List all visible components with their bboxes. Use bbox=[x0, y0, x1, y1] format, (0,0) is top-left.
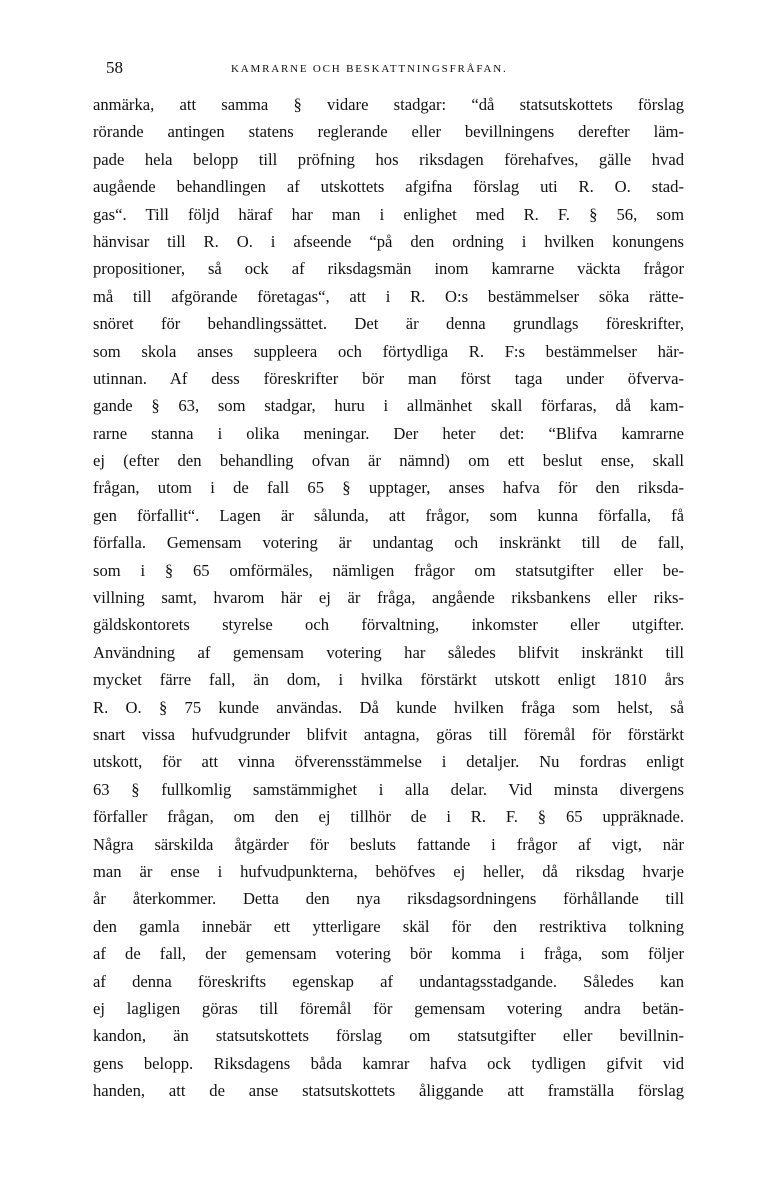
text-line: kandon, än statsutskottets förslag om statsutgifter eller bevillnin- bbox=[93, 1026, 684, 1046]
text-line: handen, att de anse statsutskottets åliggande att framställa förslag bbox=[93, 1081, 684, 1101]
text-line: gas“. Till följd häraf har man i enlighet med R. F. § 56, som bbox=[93, 204, 684, 224]
text-line: propositioner, så ock af riksdagsmän inom kamrarne väckta frågor bbox=[93, 259, 684, 279]
text-line: Användning af gemensam votering har således blifvit inskränkt till bbox=[93, 642, 684, 662]
body-text bbox=[93, 91, 684, 1104]
text-line: villning samt, hvarom här ej är fråga, angående riksbankens eller riks- bbox=[93, 588, 684, 608]
text-line: rarne stanna i olika meningar. Der heter det: “Blifva kamrarne bbox=[93, 423, 684, 443]
text-line: 63 § fullkomlig samstämmighet i alla delar. Vid minsta divergens bbox=[93, 779, 684, 799]
text-line: gens belopp. Riksdagens båda kamrar hafva ock tydligen gifvit vid bbox=[93, 1053, 684, 1073]
text-line: som skola anses suppleera och förtydliga R. F:s bestämmelser här- bbox=[93, 341, 684, 361]
running-title: KAMRARNE OCH BESKATTNINGSFRÅFAN. bbox=[231, 63, 508, 75]
text-line: ej lagligen göras till föremål för gemensam votering andra betän- bbox=[93, 998, 684, 1018]
text-line: den gamla innebär ett ytterligare skäl för den restriktiva tolkning bbox=[93, 916, 684, 936]
text-line: man är ense i hufvudpunkterna, behöfves ej heller, då riksdag hvarje bbox=[93, 861, 684, 881]
text-line: snöret för behandlingssättet. Det är denna grundlags föreskrifter, bbox=[93, 314, 684, 334]
text-line: pade hela belopp till pröfning hos riksdagen förehafves, gälle hvad bbox=[93, 149, 684, 169]
text-line: frågan, utom i de fall 65 § upptager, anses hafva för den riksda- bbox=[93, 478, 684, 498]
text-line: R. O. § 75 kunde användas. Då kunde hvilken fråga som helst, så bbox=[93, 697, 684, 717]
text-line: förfaller frågan, om den ej tillhör de i R. F. § 65 uppräknade. bbox=[93, 807, 684, 827]
text-line: anmärka, att samma § vidare stadgar: “då statsutskottets förslag bbox=[93, 95, 684, 114]
text-line: augående behandlingen af utskottets afgifna förslag uti R. O. stad- bbox=[93, 177, 684, 197]
text-line: mycket färre fall, än dom, i hvilka förstärkt utskott enligt 1810 års bbox=[93, 670, 684, 690]
text-line: hänvisar till R. O. i afseende “på den ordning i hvilken konungens bbox=[93, 231, 684, 251]
text-line: gen förfallit“. Lagen är sålunda, att frågor, som kunna förfalla, få bbox=[93, 505, 684, 525]
text-line: utskott, för att vinna öfverensstämmelse i detaljer. Nu fordras enligt bbox=[93, 752, 684, 772]
text-line: utinnan. Af dess föreskrifter bör man först taga under öfverva- bbox=[93, 368, 684, 388]
text-line: gäldskontorets styrelse och förvaltning, inkomster eller utgifter. bbox=[93, 615, 684, 635]
text-line: gande § 63, som stadgar, huru i allmänhet skall förfaras, då kam- bbox=[93, 396, 684, 416]
text-line: snart vissa hufvudgrunder blifvit antagna, göras till föremål för förstärkt bbox=[93, 724, 684, 744]
text-line: som i § 65 omförmäles, nämligen frågor om statsutgifter eller be- bbox=[93, 560, 684, 580]
page-header bbox=[93, 58, 684, 78]
text-line: af de fall, der gemensam votering bör komma i fråga, som följer bbox=[93, 944, 684, 964]
text-line: Några särskilda åtgärder för besluts fattande i frågor af vigt, när bbox=[93, 834, 684, 854]
page-number: 58 bbox=[106, 58, 123, 77]
text-line: förfalla. Gemensam votering är undantag och inskränkt till de fall, bbox=[93, 533, 684, 553]
text-line: år återkommer. Detta den nya riksdagsordningens förhållande till bbox=[93, 889, 684, 909]
text-line: af denna föreskrifts egenskap af undantagsstadgande. Således kan bbox=[93, 971, 684, 991]
text-line: ej (efter den behandling ofvan är nämnd) om ett beslut ense, skall bbox=[93, 451, 684, 471]
text-line: må till afgörande företagas“, att i R. O:s bestämmelser söka rätte- bbox=[93, 286, 684, 306]
text-line: rörande antingen statens reglerande eller bevillningens derefter läm- bbox=[93, 122, 684, 142]
